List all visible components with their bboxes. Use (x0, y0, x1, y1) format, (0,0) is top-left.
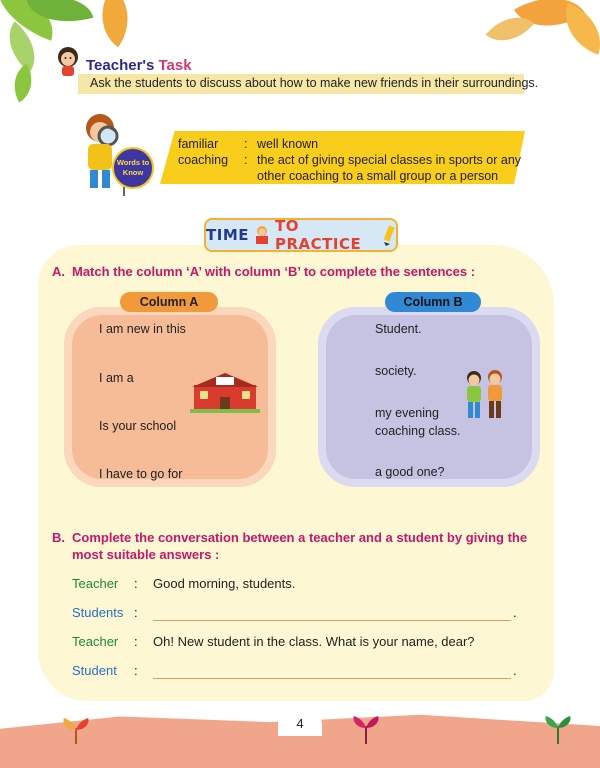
two-students-illustration (462, 368, 508, 422)
dialogue-speaker-2: Students (72, 605, 124, 620)
wtk-sep-1: : (244, 137, 248, 151)
dialogue-line-1: Good morning, students. (153, 576, 296, 591)
column-a-item-3: Is your school (99, 419, 177, 433)
dialogue-colon-1: : (134, 576, 138, 591)
dialogue-speaker-1: Teacher (72, 576, 119, 591)
section-a-instruction: Match the column ‘A’ with column ‘B’ to complete the sentences : (72, 264, 476, 279)
column-b-item-2: society. (375, 364, 417, 378)
teacher-task-text: Ask the students to discuss about how to make new friends in their surroundings. (90, 76, 539, 90)
pencil-icon (382, 224, 396, 246)
answer-blank-1-end: . (513, 605, 517, 620)
wtk-word-1: familiar (178, 137, 219, 151)
column-b-item-3: my evening (375, 406, 439, 420)
answer-blank-2[interactable] (153, 678, 511, 679)
teacher-task-title-part1: Teacher's (86, 57, 155, 74)
dialogue-colon-2: : (134, 605, 138, 620)
sprout-icon-left (60, 714, 92, 746)
dialogue-colon-4: : (134, 663, 138, 678)
column-a-item-2: I am a (99, 371, 134, 385)
page-number: 4 (278, 712, 322, 736)
banner-part2: TO PRACTICE (275, 217, 362, 253)
answer-blank-1[interactable] (153, 620, 511, 621)
girl-reading-icon (253, 225, 271, 245)
wtk-meaning-2-cont: other coaching to a small group or a person (257, 169, 499, 183)
column-b-item-4: a good one? (375, 465, 445, 479)
teacher-avatar (55, 46, 81, 76)
school-building-illustration (190, 371, 260, 413)
section-b-label: B. (52, 530, 65, 545)
time-to-practice-banner (204, 218, 398, 252)
dialogue-line-3: Oh! New student in the class. What is your name, dear? (153, 634, 475, 649)
dialogue-colon-3: : (134, 634, 138, 649)
wtk-meaning-1: well known (257, 137, 319, 151)
answer-blank-2-end: . (513, 663, 517, 678)
section-a-label: A. (52, 264, 65, 279)
wtk-sep-2: : (244, 153, 248, 167)
words-to-know-badge: Words to Know (112, 147, 154, 189)
section-b-instruction-line1: Complete the conversation between a teacher and a student by giving the (72, 530, 528, 545)
column-b-item-1: Student. (375, 322, 422, 336)
dialogue-speaker-4: Student (72, 663, 117, 678)
sprout-icon-right (542, 712, 574, 746)
column-b-item-3-cont: coaching class. (375, 424, 461, 438)
section-b-instruction-line2: most suitable answers : (72, 547, 220, 562)
column-a-header: Column A (120, 292, 218, 312)
wtk-word-2: coaching (178, 153, 229, 167)
column-b-header: Column B (385, 292, 481, 312)
wtk-meaning-2: the act of giving special classes in sports or any (257, 153, 522, 167)
banner-part1: TIME (206, 226, 249, 244)
teacher-task-title-part2: Task (158, 57, 192, 74)
sprout-icon-center (350, 712, 382, 746)
dialogue-speaker-3: Teacher (72, 634, 119, 649)
teacher-task-title (86, 57, 192, 74)
column-a-item-4: I have to go for (99, 467, 183, 481)
column-a-item-1: I am new in this (99, 322, 186, 336)
